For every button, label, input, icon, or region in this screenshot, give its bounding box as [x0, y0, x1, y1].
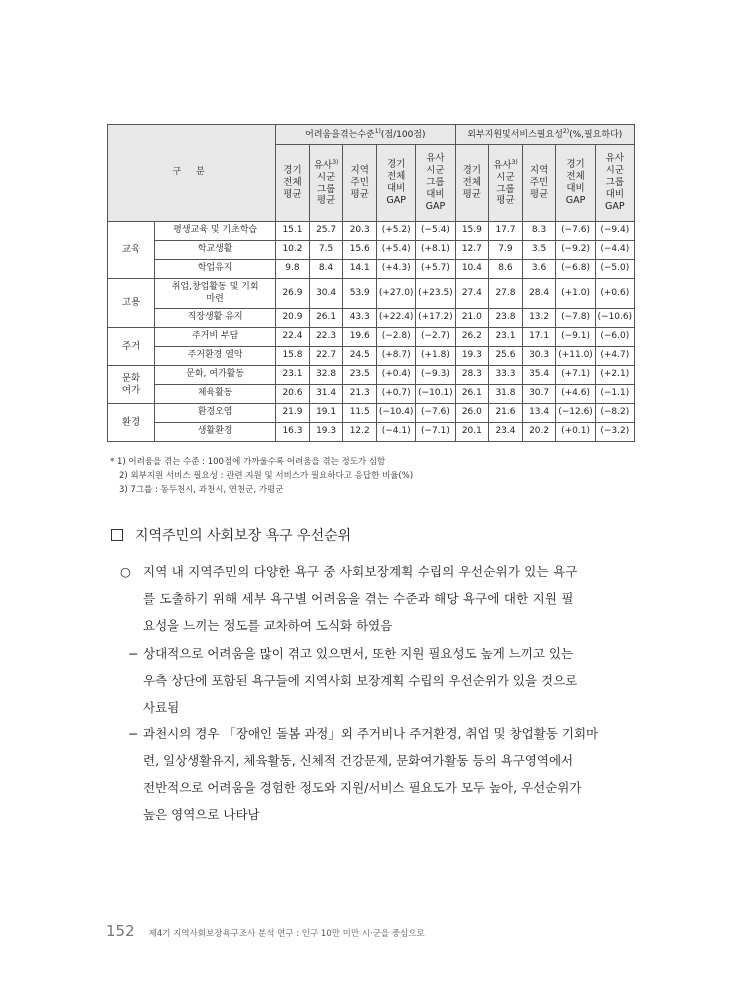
table-cell: (−2.7): [416, 328, 455, 347]
table-cell: (+4.7): [595, 347, 634, 366]
row-label: 주거비 부담: [155, 328, 276, 347]
table-cell: 19.1: [309, 404, 343, 423]
row-label: 학업유지: [155, 260, 276, 279]
table-cell: 22.3: [309, 328, 343, 347]
table-cell: 15.9: [455, 222, 489, 241]
table-notes: [110, 455, 413, 497]
table-cell: 27.8: [489, 279, 523, 309]
needs-table: [107, 124, 635, 442]
table-cell: (+7.1): [556, 366, 595, 385]
table-cell: 11.5: [343, 404, 377, 423]
table-cell: 15.1: [276, 222, 310, 241]
table-cell: (−6.0): [595, 328, 634, 347]
header-col-similar-avg: 유사$^{3)}$ 시군 그룹 평균: [489, 145, 523, 222]
table-cell: 20.1: [455, 423, 489, 442]
category-housing: 주거: [108, 328, 155, 366]
paragraph-line: 요성을 느끼는 정도를 교차하여 도식화 하였음: [143, 618, 393, 633]
dash-bullet-icon: −: [128, 726, 139, 741]
row-label: 환경오염: [155, 404, 276, 423]
table-cell: 31.8: [489, 385, 523, 404]
square-bullet-icon: [111, 529, 123, 541]
table-cell: 20.9: [276, 309, 310, 328]
table-cell: (+0.4): [377, 366, 416, 385]
table-cell: 23.8: [489, 309, 523, 328]
table-cell: (−4.4): [595, 241, 634, 260]
page-footer: [106, 922, 425, 940]
table-row: [108, 222, 635, 241]
table-cell: (−2.8): [377, 328, 416, 347]
header-gubun: 구 분: [108, 125, 276, 222]
table-cell: (+8.7): [377, 347, 416, 366]
table-cell: 23.1: [276, 366, 310, 385]
table-cell: 8.4: [309, 260, 343, 279]
table-cell: 7.5: [309, 241, 343, 260]
section-heading: [111, 525, 351, 545]
paragraph-line: 사료됨: [143, 700, 180, 715]
table-cell: 20.3: [343, 222, 377, 241]
table-cell: 24.5: [343, 347, 377, 366]
header-col-gyeonggi-gap: 경기 전체 대비 GAP: [556, 145, 595, 222]
table-cell: (+1.8): [416, 347, 455, 366]
note-1: * 1) 어려움을 겪는 수준 : 100점에 가까울수록 어려움을 겪는 정도가 심함: [110, 457, 386, 467]
table-cell: (+17.2): [416, 309, 455, 328]
table-cell: 16.3: [276, 423, 310, 442]
row-label: 문화, 여가활동: [155, 366, 276, 385]
table-cell: 20.2: [522, 423, 556, 442]
table-cell: 19.6: [343, 328, 377, 347]
row-label: 체육활동: [155, 385, 276, 404]
table-cell: (−9.4): [595, 222, 634, 241]
table-row: [108, 309, 635, 328]
table-cell: 26.1: [309, 309, 343, 328]
paragraph-main: [120, 558, 640, 639]
table-cell: 14.1: [343, 260, 377, 279]
table-cell: (−7.6): [556, 222, 595, 241]
paragraph-line: 지역 내 지역주민의 다양한 욕구 중 사회보장계획 수립의 우선순위가 있는 욕구: [143, 564, 578, 579]
table-cell: 3.5: [522, 241, 556, 260]
table-cell: 22.4: [276, 328, 310, 347]
table-cell: (−9.3): [416, 366, 455, 385]
table-cell: 28.3: [455, 366, 489, 385]
table-cell: 23.5: [343, 366, 377, 385]
table-cell: (−10.6): [595, 309, 634, 328]
table-cell: 19.3: [455, 347, 489, 366]
table-cell: 26.1: [455, 385, 489, 404]
table-cell: (−7.6): [416, 404, 455, 423]
table-cell: (+5.4): [377, 241, 416, 260]
table-cell: (+4.6): [556, 385, 595, 404]
table-cell: 13.4: [522, 404, 556, 423]
table-row: [108, 241, 635, 260]
header-group-difficulty: 어려움을겪는수준$^{1)}$(점/100점): [276, 125, 455, 145]
table-cell: 12.7: [455, 241, 489, 260]
table-cell: (−5.4): [416, 222, 455, 241]
table-cell: 21.6: [489, 404, 523, 423]
row-label: 직장생활 유지: [155, 309, 276, 328]
table-cell: 30.3: [522, 347, 556, 366]
table-row: [108, 279, 635, 309]
table-cell: 32.8: [309, 366, 343, 385]
header-col-gyeonggi-avg: 경기 전체 평균: [455, 145, 489, 222]
paragraph-line: 를 도출하기 위해 세부 욕구별 어려움을 겪는 수준과 해당 욕구에 대한 지원 필: [143, 591, 574, 606]
needs-table-container: [107, 124, 635, 442]
table-cell: (+11.0): [556, 347, 595, 366]
table-cell: (+0.1): [556, 423, 595, 442]
table-row: [108, 328, 635, 347]
paragraph-line: 상대적으로 어려움을 많이 겪고 있으면서, 또한 지원 필요성도 높게 느끼고 있는: [143, 646, 574, 661]
table-cell: 26.9: [276, 279, 310, 309]
header-col-resident-avg: 지역 주민 평균: [343, 145, 377, 222]
table-cell: (−6.8): [556, 260, 595, 279]
row-label: 학교생활: [155, 241, 276, 260]
table-cell: (−5.0): [595, 260, 634, 279]
table-cell: (−3.2): [595, 423, 634, 442]
note-3: 3) 7그룹 : 동두천시, 과천시, 연천군, 가평군: [119, 485, 284, 495]
table-body: [108, 222, 635, 442]
table-cell: 23.1: [489, 328, 523, 347]
paragraph-line: 우측 상단에 포함된 욕구들에 지역사회 보장계획 수립의 우선순위가 있을 것으로: [143, 673, 578, 688]
table-cell: (−9.2): [556, 241, 595, 260]
table-cell: 20.6: [276, 385, 310, 404]
circle-bullet-icon: ○: [120, 564, 131, 579]
table-cell: (+23.5): [416, 279, 455, 309]
table-cell: 30.7: [522, 385, 556, 404]
table-cell: 25.7: [309, 222, 343, 241]
table-cell: 13.2: [522, 309, 556, 328]
table-cell: 3.6: [522, 260, 556, 279]
row-label: 생활환경: [155, 423, 276, 442]
row-label: 취업,창업활동 및 기회 마련: [155, 279, 276, 309]
table-cell: 15.6: [343, 241, 377, 260]
header-col-similar-avg: 유사$^{3)}$ 시군 그룹 평균: [309, 145, 343, 222]
table-cell: 26.0: [455, 404, 489, 423]
table-cell: 23.4: [489, 423, 523, 442]
dash-item-1: [128, 640, 640, 721]
table-cell: 31.4: [309, 385, 343, 404]
header-col-gyeonggi-gap: 경기 전체 대비 GAP: [377, 145, 416, 222]
table-cell: (+22.4): [377, 309, 416, 328]
footer-title: 제4기 지역사회보장욕구조사 분석 연구 : 인구 10만 미만 시·군을 중심으로: [148, 929, 425, 939]
paragraph-line: 련, 일상생활유지, 체육활동, 신체적 건강문제, 문화여가활동 등의 욕구영역에서: [143, 753, 574, 768]
table-cell: 8.6: [489, 260, 523, 279]
table-cell: (−7.8): [556, 309, 595, 328]
table-cell: 21.0: [455, 309, 489, 328]
table-row: [108, 366, 635, 385]
table-cell: 26.2: [455, 328, 489, 347]
header-col-similar-gap: 유사 시군 그룹 대비 GAP: [595, 145, 634, 222]
table-cell: 35.4: [522, 366, 556, 385]
table-cell: 9.8: [276, 260, 310, 279]
table-cell: 15.8: [276, 347, 310, 366]
table-cell: 10.2: [276, 241, 310, 260]
table-cell: 53.9: [343, 279, 377, 309]
table-row: [108, 385, 635, 404]
table-cell: (−4.1): [377, 423, 416, 442]
category-environment: 환경: [108, 404, 155, 442]
table-cell: 30.4: [309, 279, 343, 309]
table-row: [108, 423, 635, 442]
note-2: 2) 외부지원 서비스 필요성 : 관련 지원 및 서비스가 필요하다고 응답한 비율(%): [119, 471, 414, 481]
table-cell: (−12.6): [556, 404, 595, 423]
table-cell: 43.3: [343, 309, 377, 328]
table-cell: (−9.1): [556, 328, 595, 347]
table-cell: (+1.0): [556, 279, 595, 309]
section-title: 지역주민의 사회보장 욕구 우선순위: [135, 528, 352, 544]
row-label: 주거환경 열악: [155, 347, 276, 366]
table-cell: 21.9: [276, 404, 310, 423]
table-cell: (+27.0): [377, 279, 416, 309]
paragraph-line: 전반적으로 어려움을 경험한 정도와 지원/서비스 필요도가 모두 높아, 우선순위가: [143, 780, 582, 795]
table-cell: 17.7: [489, 222, 523, 241]
header-col-gyeonggi-avg: 경기 전체 평균: [276, 145, 310, 222]
table-row: [108, 347, 635, 366]
table-cell: 25.6: [489, 347, 523, 366]
table-cell: 10.4: [455, 260, 489, 279]
table-cell: (−10.1): [416, 385, 455, 404]
table-cell: 17.1: [522, 328, 556, 347]
header-col-resident-avg: 지역 주민 평균: [522, 145, 556, 222]
table-cell: 21.3: [343, 385, 377, 404]
table-cell: 27.4: [455, 279, 489, 309]
dash-item-2: [128, 720, 640, 828]
table-cell: 12.2: [343, 423, 377, 442]
category-education: 교육: [108, 222, 155, 279]
category-employment: 고용: [108, 279, 155, 328]
category-culture-leisure: 문화 여가: [108, 366, 155, 404]
table-cell: (+2.1): [595, 366, 634, 385]
table-cell: 22.7: [309, 347, 343, 366]
table-cell: (+4.3): [377, 260, 416, 279]
paragraph-line: 높은 영역으로 나타남: [143, 807, 260, 822]
table-cell: 8.3: [522, 222, 556, 241]
table-cell: (+5.2): [377, 222, 416, 241]
paragraph-line: 과천시의 경우 「장애인 돌봄 과정」외 주거비나 주거환경, 취업 및 창업활동 기회마: [143, 726, 599, 741]
table-cell: 19.3: [309, 423, 343, 442]
table-cell: (−10.4): [377, 404, 416, 423]
header-col-similar-gap: 유사 시군 그룹 대비 GAP: [416, 145, 455, 222]
dash-bullet-icon: −: [128, 646, 139, 661]
table-cell: (+0.7): [377, 385, 416, 404]
table-row: [108, 260, 635, 279]
table-cell: (−7.1): [416, 423, 455, 442]
table-cell: 7.9: [489, 241, 523, 260]
row-label: 평생교육 및 기초학습: [155, 222, 276, 241]
table-cell: 28.4: [522, 279, 556, 309]
table-cell: (−1.1): [595, 385, 634, 404]
table-cell: (+0.6): [595, 279, 634, 309]
page-number: 152: [106, 922, 135, 940]
table-cell: (−8.2): [595, 404, 634, 423]
table-cell: 33.3: [489, 366, 523, 385]
table-cell: (+8.1): [416, 241, 455, 260]
table-cell: (+5.7): [416, 260, 455, 279]
header-group-support: 외부지원및서비스필요성$^{2)}$(%,필요하다): [455, 125, 634, 145]
table-row: [108, 404, 635, 423]
